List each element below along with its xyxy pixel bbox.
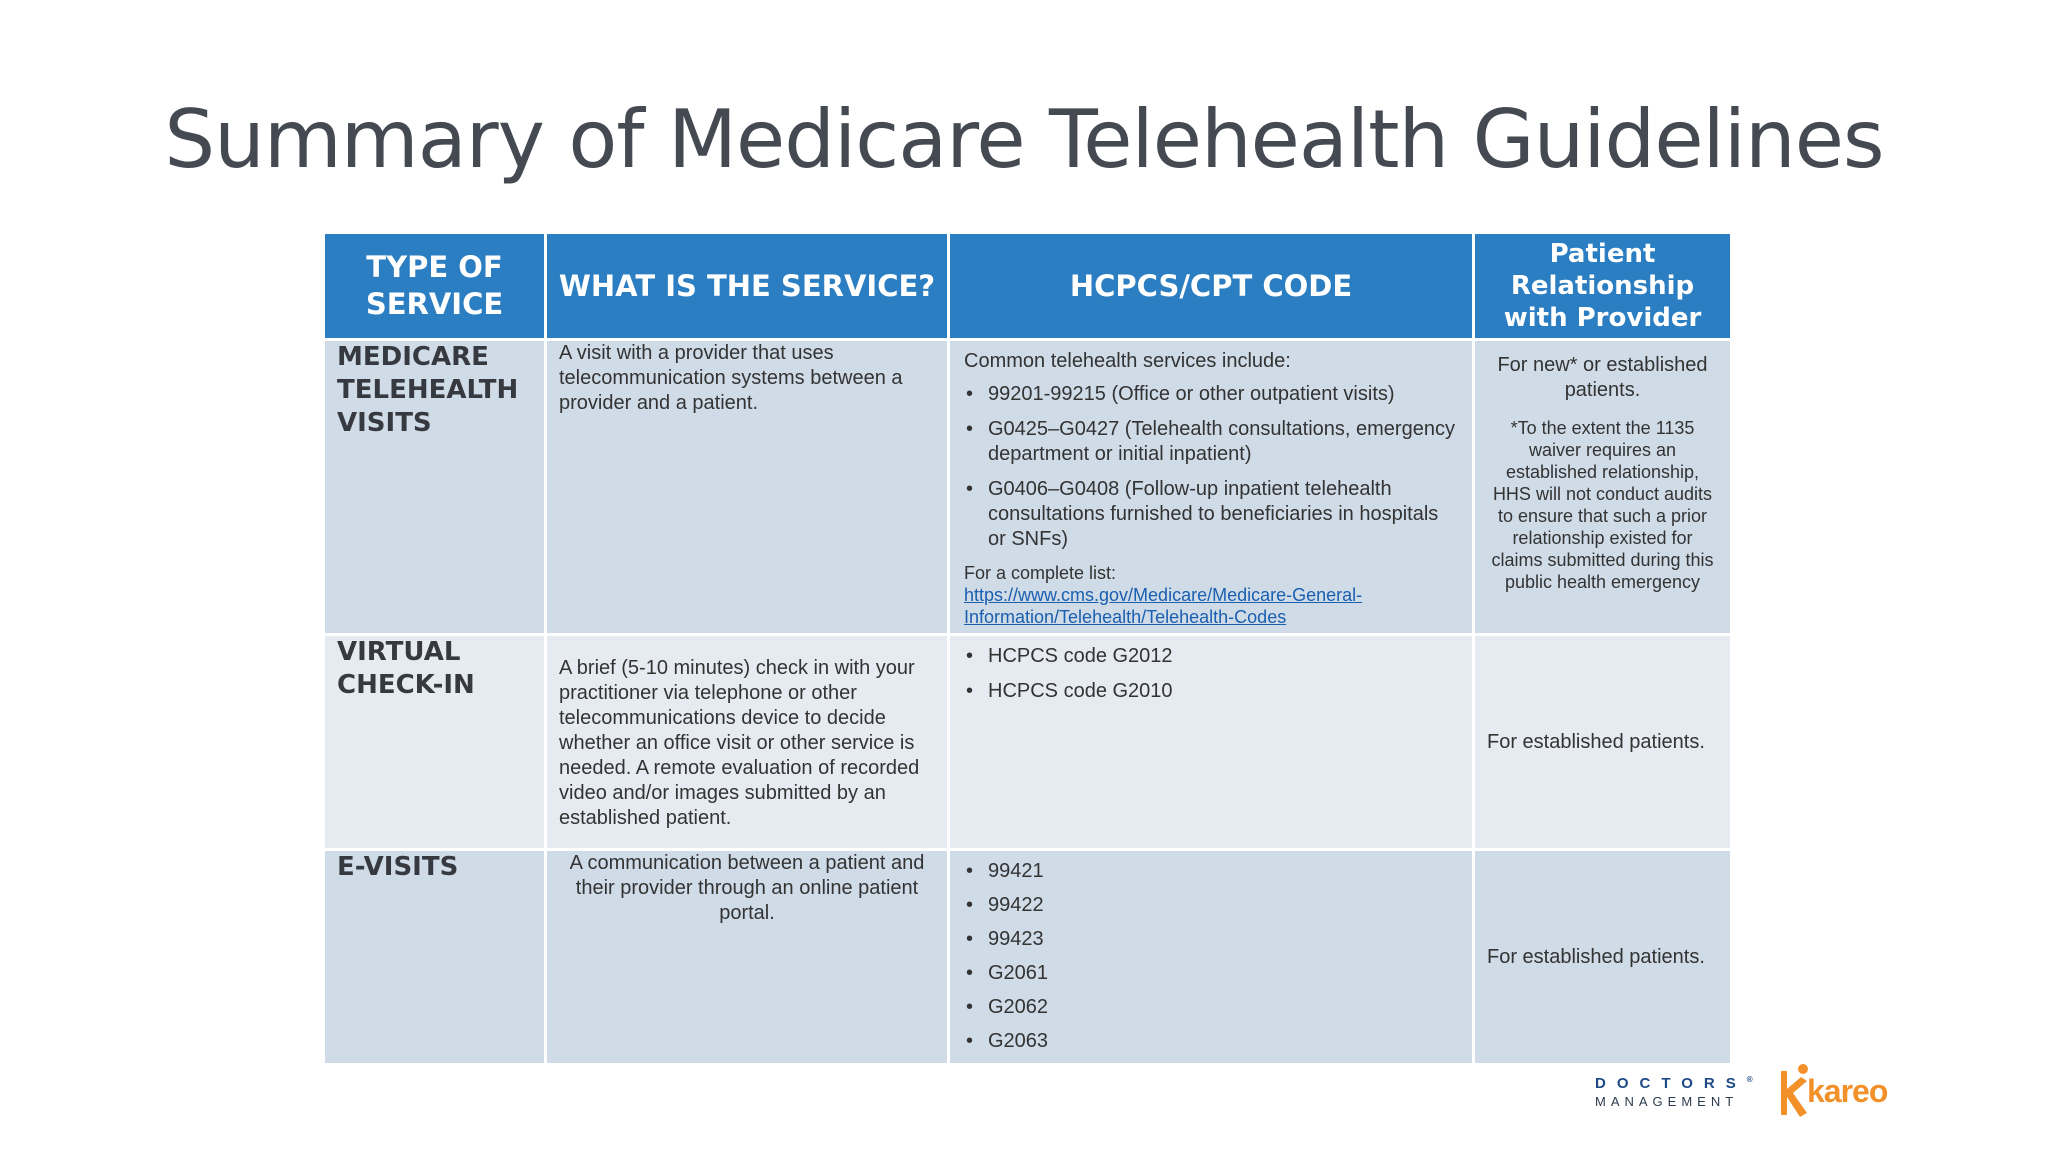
code-item: • 99422 <box>964 893 1458 918</box>
complete-list-label: For a complete list: <box>964 563 1117 583</box>
service-codes <box>949 635 1474 850</box>
header-type-of-service: TYPE OF SERVICE <box>324 233 546 340</box>
codes-intro: Common telehealth services include: <box>964 350 1291 372</box>
service-codes <box>949 850 1474 1065</box>
header-patient-relationship: Patient Relationship with Provider <box>1474 233 1732 340</box>
doctors-logo-bottom: MANAGEMENT <box>1595 1094 1739 1109</box>
footer-logos <box>1595 1063 1895 1123</box>
table-header-row <box>324 233 1732 340</box>
service-description: A visit with a provider that uses telecommunication systems between a provider and a patient. <box>546 340 949 635</box>
slide-title: Summary of Medicare Telehealth Guidelines <box>164 93 1884 186</box>
patient-relationship: For established patients. <box>1474 850 1732 1065</box>
code-list <box>964 644 1458 704</box>
service-description: A brief (5-10 minutes) check in with your practitioner via telephone or other telecommunications device to decide whether an office visit or other service is needed. A remote evaluation of recorded video and/or images submitted by an established patient. <box>546 635 949 850</box>
patient-relationship: For established patients. <box>1474 635 1732 850</box>
relationship-text: For new* or established patients. <box>1497 354 1708 401</box>
kareo-logo <box>1773 1063 1895 1119</box>
cms-telehealth-codes-link[interactable]: https://www.cms.gov/Medicare/Medicare-General-Information/Telehealth/Telehealth-Codes <box>964 585 1363 627</box>
table-row-virtual-check-in <box>324 635 1732 850</box>
doctors-management-logo <box>1595 1071 1753 1110</box>
waiver-footnote: *To the extent the 1135 waiver requires an established relationship, HHS will not conduct audits to ensure that such a prior relationship existed for claims submitted during this public health emergency <box>1491 418 1714 592</box>
service-type: VIRTUAL CHECK-IN <box>324 635 546 850</box>
service-description: A communication between a patient and their provider through an online patient portal. <box>546 850 949 1065</box>
code-item: • G2061 <box>964 961 1458 986</box>
code-item: • 99423 <box>964 927 1458 952</box>
code-item: • G0425–G0427 (Telehealth consultations, emergency department or initial inpatient) <box>964 417 1458 467</box>
code-item: • G2063 <box>964 1029 1458 1054</box>
code-list <box>964 382 1458 552</box>
service-type: MEDICARE TELEHEALTH VISITS <box>324 340 546 635</box>
code-item: • 99421 <box>964 859 1458 884</box>
table-row-e-visits <box>324 850 1732 1065</box>
service-type: E-VISITS <box>324 850 546 1065</box>
telehealth-guidelines-table <box>322 231 1733 1066</box>
code-item: • G0406–G0408 (Follow-up inpatient telehealth consultations furnished to beneficiaries in hospitals or SNFs) <box>964 477 1458 552</box>
service-codes <box>949 340 1474 635</box>
doctors-logo-top: DOCTORS® <box>1595 1075 1753 1092</box>
header-what-is-the-service: WHAT IS THE SERVICE? <box>546 233 949 340</box>
patient-relationship <box>1474 340 1732 635</box>
code-item: • G2062 <box>964 995 1458 1020</box>
code-item: • HCPCS code G2010 <box>964 679 1458 704</box>
table-row-medicare-telehealth <box>324 340 1732 635</box>
kareo-wordmark: kareo <box>1807 1073 1888 1109</box>
header-hcpcs-cpt-code: HCPCS/CPT CODE <box>949 233 1474 340</box>
code-item: • 99201-99215 (Office or other outpatient visits) <box>964 382 1458 407</box>
complete-list <box>964 562 1458 628</box>
code-item: • HCPCS code G2012 <box>964 644 1458 669</box>
code-list <box>964 859 1458 1054</box>
